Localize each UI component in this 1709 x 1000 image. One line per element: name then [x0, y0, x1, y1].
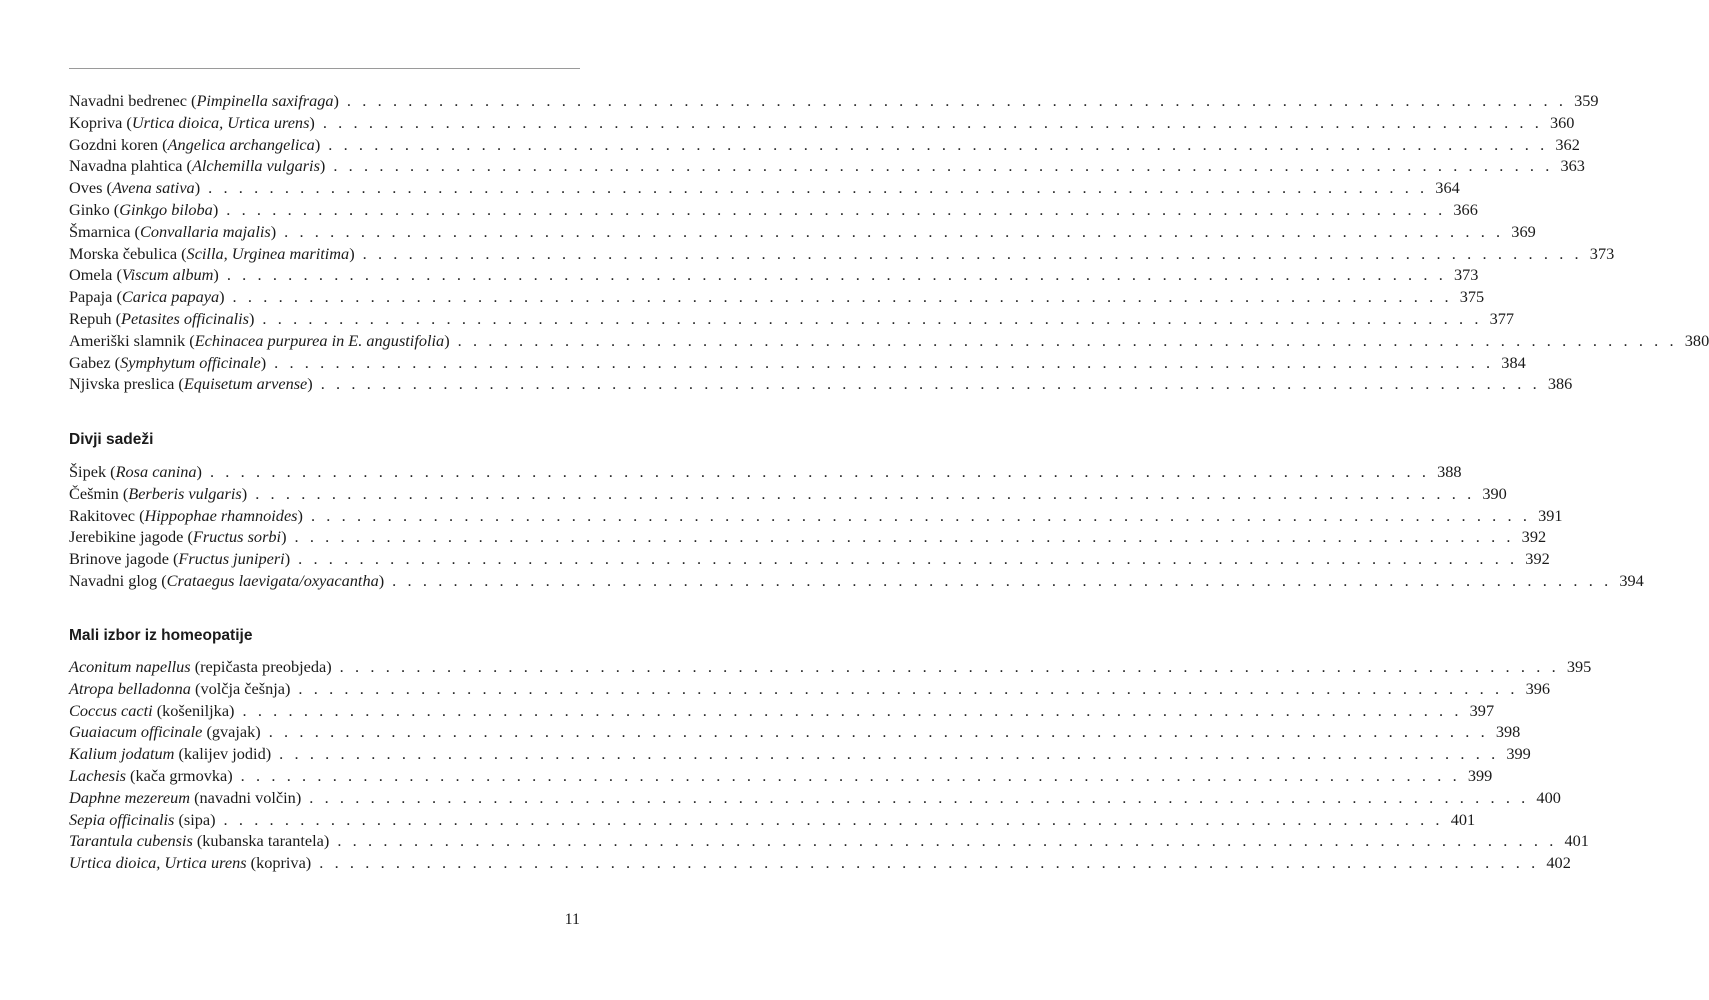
toc-section-herbs [69, 90, 1709, 395]
entry-suffix: ) [241, 483, 248, 503]
toc-page-number: 395 [1566, 657, 1592, 676]
dot-leader: . . . . . . . . . . . . . . . . . . . . . . . . . . . . . . . . . . . . . . . . . . . . . . . . . . . . . . . . . . . . . . . . . . . . . . . . . . . . . . . . [262, 308, 1482, 328]
toc-entry [69, 286, 1485, 308]
toc-entry-title [69, 90, 339, 112]
toc-entry-title [69, 199, 218, 221]
entry-common-name: Jerebikine jagode ( [69, 527, 193, 547]
entry-suffix: (kalijev jodid) [174, 744, 272, 764]
toc-page-number: 364 [1435, 178, 1460, 198]
entry-latin-name: Avena sativa [111, 178, 195, 198]
entry-latin-name: Daphne mezereum [69, 787, 191, 807]
dot-leader: . . . . . . . . . . . . . . . . . . . . . . . . . . . . . . . . . . . . . . . . . . . . . . . . . . . . . . . . . . . . . . . . . . . . . . . . . . . . . . . . [333, 156, 1553, 176]
entry-latin-name: Aconitum napellus [69, 657, 191, 676]
entry-suffix: ) [307, 374, 313, 394]
entry-latin-name: Carica papaya [121, 287, 220, 307]
page-number-folio: 11 [564, 911, 580, 928]
entry-suffix: ) [297, 505, 303, 525]
dot-leader: . . . . . . . . . . . . . . . . . . . . . . . . . . . . . . . . . . . . . . . . . . . . . . . . . . . . . . . . . . . . . . . . . . . . . . . . . . . . . . . . [279, 744, 1499, 764]
entry-common-name: Gabez ( [69, 352, 121, 372]
toc-entry-title [69, 809, 216, 831]
toc-entry [69, 765, 1493, 787]
entry-latin-name: Equisetum arvense [183, 374, 308, 394]
dot-leader: . . . . . . . . . . . . . . . . . . . . . . . . . . . . . . . . . . . . . . . . . . . . . . . . . . . . . . . . . . . . . . . . . . . . . . . . . . . . . . . . [240, 765, 1461, 785]
toc-entry [69, 330, 1709, 352]
dot-leader: . . . . . . . . . . . . . . . . . . . . . . . . . . . . . . . . . . . . . . . . . . . . . . . . . . . . . . . . . . . . . . . . . . . . . . . . . . . . . . . . [298, 678, 1518, 698]
toc-entry [69, 352, 1526, 374]
entry-common-name: Šmarnica ( [69, 221, 140, 241]
toc-page-number: 373 [1453, 265, 1479, 285]
toc-entry-title [69, 373, 313, 395]
toc-entry-title [69, 721, 261, 743]
toc-entry [69, 155, 1585, 177]
entry-suffix: ) [219, 287, 225, 307]
dot-leader: . . . . . . . . . . . . . . . . . . . . . . . . . . . . . . . . . . . . . . . . . . . . . . . . . . . . . . . . . . . . . . . . . . . . . . . . . . . . . . . . [322, 112, 1543, 132]
toc-page-number: 373 [1589, 243, 1615, 263]
top-rule [69, 68, 580, 69]
entry-suffix: ) [212, 199, 219, 219]
toc-entry [69, 90, 1599, 112]
entry-common-name: Navadni bedrenec ( [69, 91, 197, 110]
dot-leader: . . . . . . . . . . . . . . . . . . . . . . . . . . . . . . . . . . . . . . . . . . . . . . . . . . . . . . . . . . . . . . . . . . . . . . . . . . . . . . . . [362, 243, 1583, 263]
entry-common-name: Gozdni koren ( [69, 134, 168, 154]
dot-leader: . . . . . . . . . . . . . . . . . . . . . . . . . . . . . . . . . . . . . . . . . . . . . . . . . . . . . . . . . . . . . . . . . . . . . . . . . . . . . . . . [319, 853, 1539, 873]
toc-entry [69, 308, 1514, 330]
entry-latin-name: Angelica archangelica [167, 134, 315, 154]
entry-latin-name: Fructus juniperi [178, 549, 285, 569]
toc-entry-title [69, 112, 315, 134]
toc-page-number: 388 [1437, 462, 1462, 481]
toc-page-number: 394 [1619, 570, 1644, 590]
dot-leader: . . . . . . . . . . . . . . . . . . . . . . . . . . . . . . . . . . . . . . . . . . . . . . . . . . . . . . . . . . . . . . . . . . . . . . . . . . . . . . . . [457, 330, 1678, 350]
entry-suffix: ) [194, 178, 201, 198]
toc-page-number: 399 [1506, 744, 1531, 764]
entry-latin-name: Lachesis [69, 765, 126, 785]
toc-page-number: 359 [1574, 91, 1599, 110]
toc-page-number: 362 [1555, 134, 1580, 154]
toc-entry-title [69, 743, 271, 765]
toc-page-number: 401 [1450, 809, 1476, 829]
toc-entry [69, 809, 1476, 831]
toc-entry [69, 112, 1575, 134]
toc-entry [69, 830, 1589, 852]
entry-suffix: (kopriva) [246, 853, 312, 873]
entry-suffix: ) [309, 112, 315, 132]
entry-latin-name: Crataegus laevigata/oxyacantha [166, 570, 379, 590]
dot-leader: . . . . . . . . . . . . . . . . . . . . . . . . . . . . . . . . . . . . . . . . . . . . . . . . . . . . . . . . . . . . . . . . . . . . . . . . . . . . . . . . [226, 265, 1447, 285]
toc-entry [69, 570, 1644, 592]
toc-entry-title [69, 765, 233, 787]
entry-common-name: Navadna plahtica ( [69, 156, 192, 176]
toc-entry-title [69, 177, 200, 199]
toc-page-number: 363 [1560, 156, 1585, 176]
toc-page-number: 377 [1489, 308, 1514, 328]
entry-suffix: ) [196, 462, 202, 481]
dot-leader: . . . . . . . . . . . . . . . . . . . . . . . . . . . . . . . . . . . . . . . . . . . . . . . . . . . . . . . . . . . . . . . . . . . . . . . . . . . . . . . . [309, 787, 1529, 807]
toc-entry [69, 852, 1571, 874]
toc-entry-title [69, 330, 450, 352]
entry-suffix: ) [333, 91, 339, 110]
toc-list [69, 656, 1592, 874]
toc-entry [69, 678, 1550, 700]
entry-latin-name: Petasites officinalis [121, 308, 249, 328]
toc-entry-title [69, 700, 234, 722]
toc-entry [69, 743, 1531, 765]
toc-entry-title [69, 787, 301, 809]
entry-common-name: Papaja ( [69, 287, 122, 307]
toc-page-number: 392 [1525, 549, 1550, 569]
entry-latin-name: Viscum album [121, 265, 214, 285]
toc-entry [69, 526, 1547, 548]
entry-latin-name: Ginkgo biloba [119, 199, 213, 219]
entry-common-name: Morska čebulica ( [69, 243, 187, 263]
entry-suffix: (kubanska tarantela) [192, 831, 330, 851]
dot-leader: . . . . . . . . . . . . . . . . . . . . . . . . . . . . . . . . . . . . . . . . . . . . . . . . . . . . . . . . . . . . . . . . . . . . . . . . . . . . . . . . [346, 91, 1567, 110]
toc-list [69, 90, 1709, 395]
entry-suffix: (gvajak) [202, 722, 261, 742]
entry-common-name: Ginko ( [69, 199, 120, 219]
entry-common-name: Kopriva ( [69, 112, 132, 132]
dot-leader: . . . . . . . . . . . . . . . . . . . . . . . . . . . . . . . . . . . . . . . . . . . . . . . . . . . . . . . . . . . . . . . . . . . . . . . . . . . . . . . . [339, 657, 1560, 676]
entry-latin-name: Rosa canina [115, 462, 197, 481]
entry-common-name: Navadni glog ( [69, 570, 167, 590]
toc-page-number: 380 [1684, 330, 1709, 350]
toc-entry-title [69, 570, 384, 592]
entry-latin-name: Urtica dioica, Urtica urens [131, 112, 310, 132]
toc-entry-title [69, 221, 276, 243]
toc-entry-title [69, 526, 287, 548]
toc-entry-title [69, 286, 225, 308]
entry-common-name: Omela ( [69, 265, 122, 285]
dot-leader: . . . . . . . . . . . . . . . . . . . . . . . . . . . . . . . . . . . . . . . . . . . . . . . . . . . . . . . . . . . . . . . . . . . . . . . . . . . . . . . . [268, 722, 1489, 742]
entry-common-name: Češmin ( [69, 483, 129, 503]
toc-entry [69, 461, 1462, 483]
entry-common-name: Njivska preslica ( [69, 374, 184, 394]
entry-suffix: ) [349, 243, 355, 263]
toc-entry-title [69, 678, 290, 700]
entry-latin-name: Symphytum officinale [120, 352, 261, 372]
toc-page-number: 375 [1459, 287, 1485, 307]
entry-latin-name: Atropa belladonna [69, 678, 191, 698]
toc-page-number: 366 [1453, 199, 1478, 219]
toc-entry [69, 177, 1460, 199]
entry-suffix: ) [213, 265, 219, 285]
toc-page-number: 360 [1550, 112, 1575, 132]
toc-entry-title [69, 155, 325, 177]
toc-entry [69, 243, 1615, 265]
toc-entry [69, 787, 1561, 809]
entry-suffix: (sipa) [174, 809, 216, 829]
dot-leader: . . . . . . . . . . . . . . . . . . . . . . . . . . . . . . . . . . . . . . . . . . . . . . . . . . . . . . . . . . . . . . . . . . . . . . . . . . . . . . . . [255, 483, 1475, 503]
entry-suffix: ) [284, 549, 291, 569]
entry-suffix: (navadni volčin) [190, 787, 302, 807]
toc-page-number: 369 [1511, 221, 1536, 241]
toc-entry [69, 483, 1507, 505]
entry-latin-name: Echinacea purpurea in E. angustifolia [194, 330, 445, 350]
entry-common-name: Šipek ( [69, 462, 116, 481]
dot-leader: . . . . . . . . . . . . . . . . . . . . . . . . . . . . . . . . . . . . . . . . . . . . . . . . . . . . . . . . . . . . . . . . . . . . . . . . . . . . . . . . [242, 700, 1463, 720]
toc-page-number: 398 [1495, 722, 1521, 742]
entry-suffix: ) [260, 352, 267, 372]
toc-page-number: 390 [1482, 483, 1507, 503]
dot-leader: . . . . . . . . . . . . . . . . . . . . . . . . . . . . . . . . . . . . . . . . . . . . . . . . . . . . . . . . . . . . . . . . . . . . . . . . . . . . . . . . [209, 462, 1430, 481]
dot-leader: . . . . . . . . . . . . . . . . . . . . . . . . . . . . . . . . . . . . . . . . . . . . . . . . . . . . . . . . . . . . . . . . . . . . . . . . . . . . . . . . [208, 178, 1428, 198]
toc-entry-title [69, 352, 266, 374]
toc-entry [69, 221, 1536, 243]
dot-leader: . . . . . . . . . . . . . . . . . . . . . . . . . . . . . . . . . . . . . . . . . . . . . . . . . . . . . . . . . . . . . . . . . . . . . . . . . . . . . . . . [320, 374, 1541, 394]
entry-suffix: ) [270, 221, 277, 241]
toc-entry-title [69, 243, 355, 265]
entry-latin-name: Urtica dioica, Urtica urens [69, 853, 247, 873]
entry-common-name: Oves ( [69, 178, 112, 198]
toc-page-number: 396 [1525, 678, 1550, 698]
entry-suffix: ) [319, 156, 326, 176]
entry-common-name: Brinove jagode ( [69, 549, 179, 569]
entry-common-name: Ameriški slamnik ( [69, 330, 195, 350]
entry-common-name: Rakitovec ( [69, 505, 145, 525]
entry-latin-name: Berberis vulgaris [128, 483, 242, 503]
toc-page-number: 401 [1564, 831, 1589, 851]
dot-leader: . . . . . . . . . . . . . . . . . . . . . . . . . . . . . . . . . . . . . . . . . . . . . . . . . . . . . . . . . . . . . . . . . . . . . . . . . . . . . . . . [223, 809, 1444, 829]
toc-page-number: 384 [1501, 352, 1526, 372]
toc-entry-title [69, 264, 219, 286]
toc-entry [69, 700, 1495, 722]
entry-suffix: ) [378, 570, 385, 590]
entry-suffix: ) [281, 527, 287, 547]
toc-page-number: 392 [1521, 527, 1547, 547]
entry-suffix: (košeniljka) [152, 700, 235, 720]
entry-latin-name: Fructus sorbi [192, 527, 282, 547]
entry-latin-name: Scilla, Urginea maritima [186, 243, 350, 263]
dot-leader: . . . . . . . . . . . . . . . . . . . . . . . . . . . . . . . . . . . . . . . . . . . . . . . . . . . . . . . . . . . . . . . . . . . . . . . . . . . . . . . . [392, 570, 1612, 590]
toc-page-number: 397 [1469, 700, 1495, 720]
toc-entry [69, 656, 1592, 678]
dot-leader: . . . . . . . . . . . . . . . . . . . . . . . . . . . . . . . . . . . . . . . . . . . . . . . . . . . . . . . . . . . . . . . . . . . . . . . . . . . . . . . . [274, 352, 1494, 372]
dot-leader: . . . . . . . . . . . . . . . . . . . . . . . . . . . . . . . . . . . . . . . . . . . . . . . . . . . . . . . . . . . . . . . . . . . . . . . . . . . . . . . . [328, 134, 1548, 154]
dot-leader: . . . . . . . . . . . . . . . . . . . . . . . . . . . . . . . . . . . . . . . . . . . . . . . . . . . . . . . . . . . . . . . . . . . . . . . . . . . . . . . . [232, 287, 1453, 307]
entry-latin-name: Alchemilla vulgaris [191, 156, 320, 176]
toc-entry-title [69, 134, 320, 156]
dot-leader: . . . . . . . . . . . . . . . . . . . . . . . . . . . . . . . . . . . . . . . . . . . . . . . . . . . . . . . . . . . . . . . . . . . . . . . . . . . . . . . . [298, 549, 1518, 569]
entry-latin-name: Guaiacum officinale [69, 722, 203, 742]
toc-entry [69, 548, 1550, 570]
toc-entry-title [69, 483, 247, 505]
toc-page-number: 402 [1546, 853, 1571, 873]
toc-entry [69, 373, 1573, 395]
toc-entry [69, 264, 1479, 286]
toc-entry-title [69, 308, 254, 330]
toc-entry-title [69, 830, 329, 852]
dot-leader: . . . . . . . . . . . . . . . . . . . . . . . . . . . . . . . . . . . . . . . . . . . . . . . . . . . . . . . . . . . . . . . . . . . . . . . . . . . . . . . . [226, 199, 1446, 219]
entry-latin-name: Pimpinella saxifraga [196, 91, 334, 110]
entry-suffix: ) [444, 330, 450, 350]
entry-suffix: ) [314, 134, 321, 154]
toc-page-number: 391 [1538, 505, 1563, 525]
entry-common-name: Repuh ( [69, 308, 121, 328]
toc-page-number: 400 [1536, 787, 1561, 807]
toc-entry [69, 199, 1478, 221]
entry-suffix: (repičasta preobjeda) [190, 657, 332, 676]
section-heading-homeopathy: Mali izbor iz homeopatije [69, 627, 253, 644]
toc-entry [69, 721, 1521, 743]
entry-latin-name: Convallaria majalis [139, 221, 271, 241]
entry-latin-name: Kalium jodatum [69, 744, 175, 764]
toc-entry [69, 505, 1563, 527]
dot-leader: . . . . . . . . . . . . . . . . . . . . . . . . . . . . . . . . . . . . . . . . . . . . . . . . . . . . . . . . . . . . . . . . . . . . . . . . . . . . . . . . [337, 831, 1557, 851]
entry-suffix: (kača grmovka) [125, 765, 233, 785]
dot-leader: . . . . . . . . . . . . . . . . . . . . . . . . . . . . . . . . . . . . . . . . . . . . . . . . . . . . . . . . . . . . . . . . . . . . . . . . . . . . . . . . [284, 221, 1504, 241]
toc-list [69, 461, 1644, 592]
dot-leader: . . . . . . . . . . . . . . . . . . . . . . . . . . . . . . . . . . . . . . . . . . . . . . . . . . . . . . . . . . . . . . . . . . . . . . . . . . . . . . . . [294, 527, 1515, 547]
toc-entry-title [69, 852, 311, 874]
section-heading-wild-fruits: Divji sadeži [69, 431, 154, 448]
toc-entry-title [69, 656, 332, 678]
dot-leader: . . . . . . . . . . . . . . . . . . . . . . . . . . . . . . . . . . . . . . . . . . . . . . . . . . . . . . . . . . . . . . . . . . . . . . . . . . . . . . . . [310, 505, 1531, 525]
toc-entry-title [69, 505, 303, 527]
entry-latin-name: Coccus cacti [69, 700, 153, 720]
entry-latin-name: Hippophae rhamnoides [144, 505, 298, 525]
entry-suffix: (volčja češnja) [190, 678, 291, 698]
entry-latin-name: Tarantula cubensis [69, 831, 193, 851]
toc-section-wild-fruits [69, 461, 1644, 592]
entry-suffix: ) [248, 308, 255, 328]
toc-entry-title [69, 548, 290, 570]
toc-entry-title [69, 461, 202, 483]
toc-entry [69, 134, 1580, 156]
toc-page-number: 386 [1547, 374, 1573, 394]
toc-section-homeopathy [69, 656, 1592, 874]
entry-latin-name: Sepia officinalis [69, 809, 175, 829]
toc-page-number: 399 [1467, 765, 1493, 785]
